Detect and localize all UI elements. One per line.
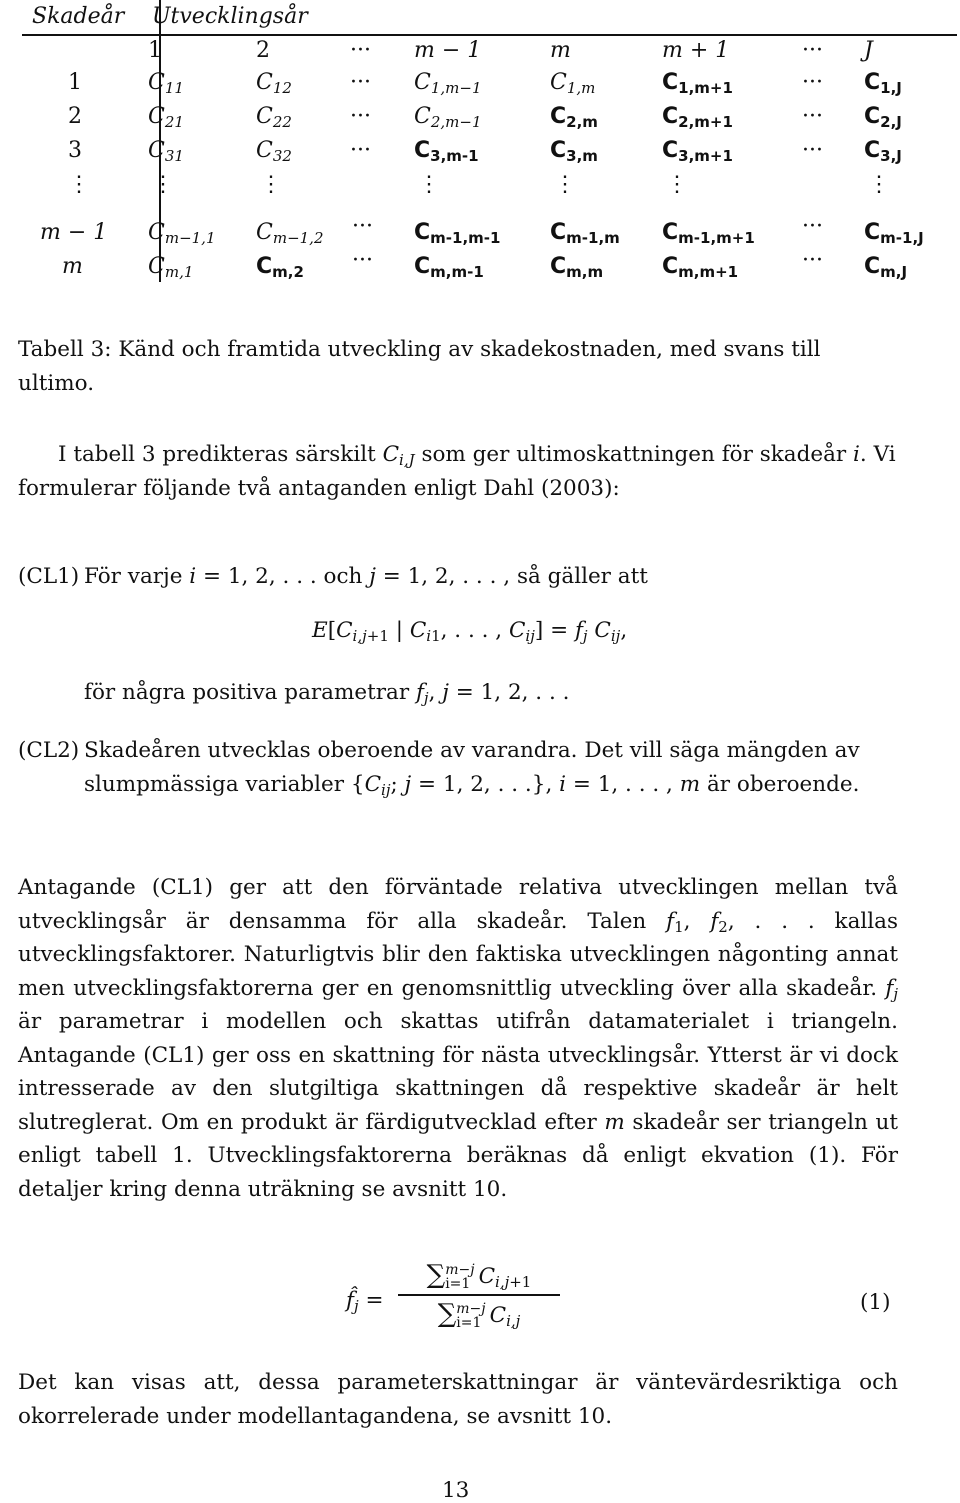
row-label-3: 3 (68, 138, 82, 163)
cell-Cm-1-2: $C_{m-1,2}$ (256, 220, 324, 247)
cell-C1-m: $C_{1,m}$ (550, 70, 596, 97)
row-label-vdots: ⋮ (68, 172, 90, 197)
header-skadear: Skadeår (32, 4, 125, 29)
cell-dots: ··· (802, 104, 823, 129)
cell-C2-m+1: $C_{2,m+1}$ (662, 104, 733, 131)
cell-dots: ··· (352, 248, 373, 273)
cell-Cm-1-m: $C_{m-1,m}$ (550, 220, 620, 247)
cl1-text: För varje i = 1, 2, . . . och j = 1, 2, . . . , så gäller att (84, 564, 648, 589)
row-label-m-minus-1: m − 1 (40, 220, 108, 245)
cell-Cm-m+1: $C_{m,m+1}$ (662, 254, 739, 281)
cell-C3-m-1: $C_{3,m-1}$ (414, 138, 479, 165)
cell-C3-J: $C_{3,J}$ (864, 138, 902, 165)
cell-Cm-1-m-1: $C_{m-1,m-1}$ (414, 220, 501, 247)
cell-vdots: ⋮ (868, 172, 890, 197)
col-label-J: J (864, 38, 873, 63)
row-label-m: m (62, 254, 83, 279)
cell-C3-m: $C_{3,m}$ (550, 138, 598, 165)
cell-vdots: ⋮ (666, 172, 688, 197)
cell-Cm-1-m+1: $C_{m-1,m+1}$ (662, 220, 755, 247)
cell-dots: ··· (802, 138, 823, 163)
cell-C12: $C_{12}$ (256, 70, 292, 97)
cell-vdots: ⋮ (418, 172, 440, 197)
header-utvecklingsar: Utvecklingsår (152, 4, 308, 29)
col-label-m: m (550, 38, 571, 63)
cl2-text: Skadeåren utvecklas oberoende av varandra. Det vill säga mängden av slumpmässiga variabler {$C_{ij}$; j = 1, 2, . . .}, i = 1, . . . , m är oberoende. (84, 738, 860, 799)
cell-vdots: ⋮ (152, 172, 174, 197)
cell-C11: $C_{11}$ (148, 70, 184, 97)
cell-Cm-1-J: $C_{m-1,J}$ (864, 220, 924, 247)
cl1-equation: $E[C_{i,j+1}$ | $C_{i1}$, . . . , $C_{ij}] = f_j$ $C_{ij}$, (312, 618, 628, 645)
col-label-1: 1 (148, 38, 162, 63)
equation1-fraction (398, 1260, 560, 1330)
cell-C32: $C_{32}$ (256, 138, 292, 165)
development-table (22, 0, 957, 282)
cell-Cm-J: $C_{m,J}$ (864, 254, 908, 281)
cell-C1-m-1: $C_{1,m-1}$ (414, 70, 482, 97)
cell-vdots: ⋮ (260, 172, 282, 197)
col-label-2: 2 (256, 38, 270, 63)
cell-dots: ··· (352, 214, 373, 239)
cl1-tag: (CL1) (18, 564, 80, 589)
cell-Cm-1: $C_{m,1}$ (148, 254, 194, 281)
cell-C1-J: $C_{1,J}$ (864, 70, 902, 97)
table-header-rule (22, 34, 957, 36)
cell-C22: $C_{22}$ (256, 104, 292, 131)
cell-C31: $C_{31}$ (148, 138, 184, 165)
col-label-m-plus-1: m + 1 (662, 38, 730, 63)
cell-Cm-1-1: $C_{m-1,1}$ (148, 220, 216, 247)
cell-dots: ··· (350, 70, 371, 95)
cell-C2-m-1: $C_{2,m-1}$ (414, 104, 482, 131)
equation1-numerator: ∑m−j i=1 $C_{i,j+1}$ (426, 1260, 532, 1292)
col-label-m-minus-1: m − 1 (414, 38, 482, 63)
cl1-after: för några positiva parametrar $f_j$, j = 1, 2, . . . (84, 680, 570, 707)
cell-C3-m+1: $C_{3,m+1}$ (662, 138, 733, 165)
equation1-lhs: $f̂_j$ = (346, 1288, 384, 1315)
cl2-tag: (CL2) (18, 738, 80, 763)
equation1-denominator: ∑m−j i=1 $C_{i,j}$ (437, 1298, 521, 1331)
cell-Cm-m-1: $C_{m,m-1}$ (414, 254, 484, 281)
cell-dots: ··· (802, 214, 823, 239)
table-caption: Tabell 3: Känd och framtida utveckling av skadekostnaden, med svans till ultimo. (18, 337, 821, 396)
row-label-2: 2 (68, 104, 82, 129)
cell-C1-m+1: $C_{1,m+1}$ (662, 70, 733, 97)
col-label-dots-2: ··· (802, 38, 823, 63)
cell-vdots: ⋮ (554, 172, 576, 197)
cell-Cm-2: $C_{m,2}$ (256, 254, 304, 281)
cell-C21: $C_{21}$ (148, 104, 184, 131)
cell-Cm-m: $C_{m,m}$ (550, 254, 604, 281)
cell-dots: ··· (802, 248, 823, 273)
cell-dots: ··· (350, 138, 371, 163)
paragraph-discussion: Antagande (CL1) ger att den förväntade relativa utvecklingen mellan två utvecklingsår är densamma för alla skadeår. Talen $f_1$, $f_2$, . . . kallas utvecklingsfaktorer. Naturligtvis blir den faktiska utvecklingen någonting annat men utvecklingsfaktorerna ger en genomsnittlig utveckling över alla skadeår. $f_j$ är parametrar i modellen och skattas utifrån datamaterialet i triangeln. Antagande (CL1) ger oss en skattning för nästa utvecklingsår. Ytterst är vi dock intresserade av den slutgiltiga skattningen då respektive skadeår är helt slutreglerat. Om en produkt är färdigutvecklad efter m skadeår ser triangeln ut enligt tabell 1. Utvecklingsfaktorerna beräknas då enligt ekvation (1). För detaljer kring denna uträkning se avsnitt 10. (18, 875, 898, 1202)
row-label-1: 1 (68, 70, 82, 95)
fraction-bar (398, 1294, 560, 1296)
cell-C2-J: $C_{2,J}$ (864, 104, 902, 131)
cell-dots: ··· (350, 104, 371, 129)
paragraph-conclusion: Det kan visas att, dessa parameterskattningar är väntevärdesriktiga och okorrelerade under modellantagandena, se avsnitt 10. (18, 1370, 898, 1429)
col-label-dots-1: ··· (350, 38, 371, 63)
page-number: 13 (442, 1478, 470, 1503)
cell-C2-m: $C_{2,m}$ (550, 104, 598, 131)
paragraph-intro: I tabell 3 predikteras särskilt $C_{i,J}$ som ger ultimoskattningen för skadeår i. Vi formulerar följande två antaganden enligt Dahl (2003): (18, 442, 896, 501)
equation1-number: (1) (860, 1290, 891, 1315)
cell-dots: ··· (802, 70, 823, 95)
